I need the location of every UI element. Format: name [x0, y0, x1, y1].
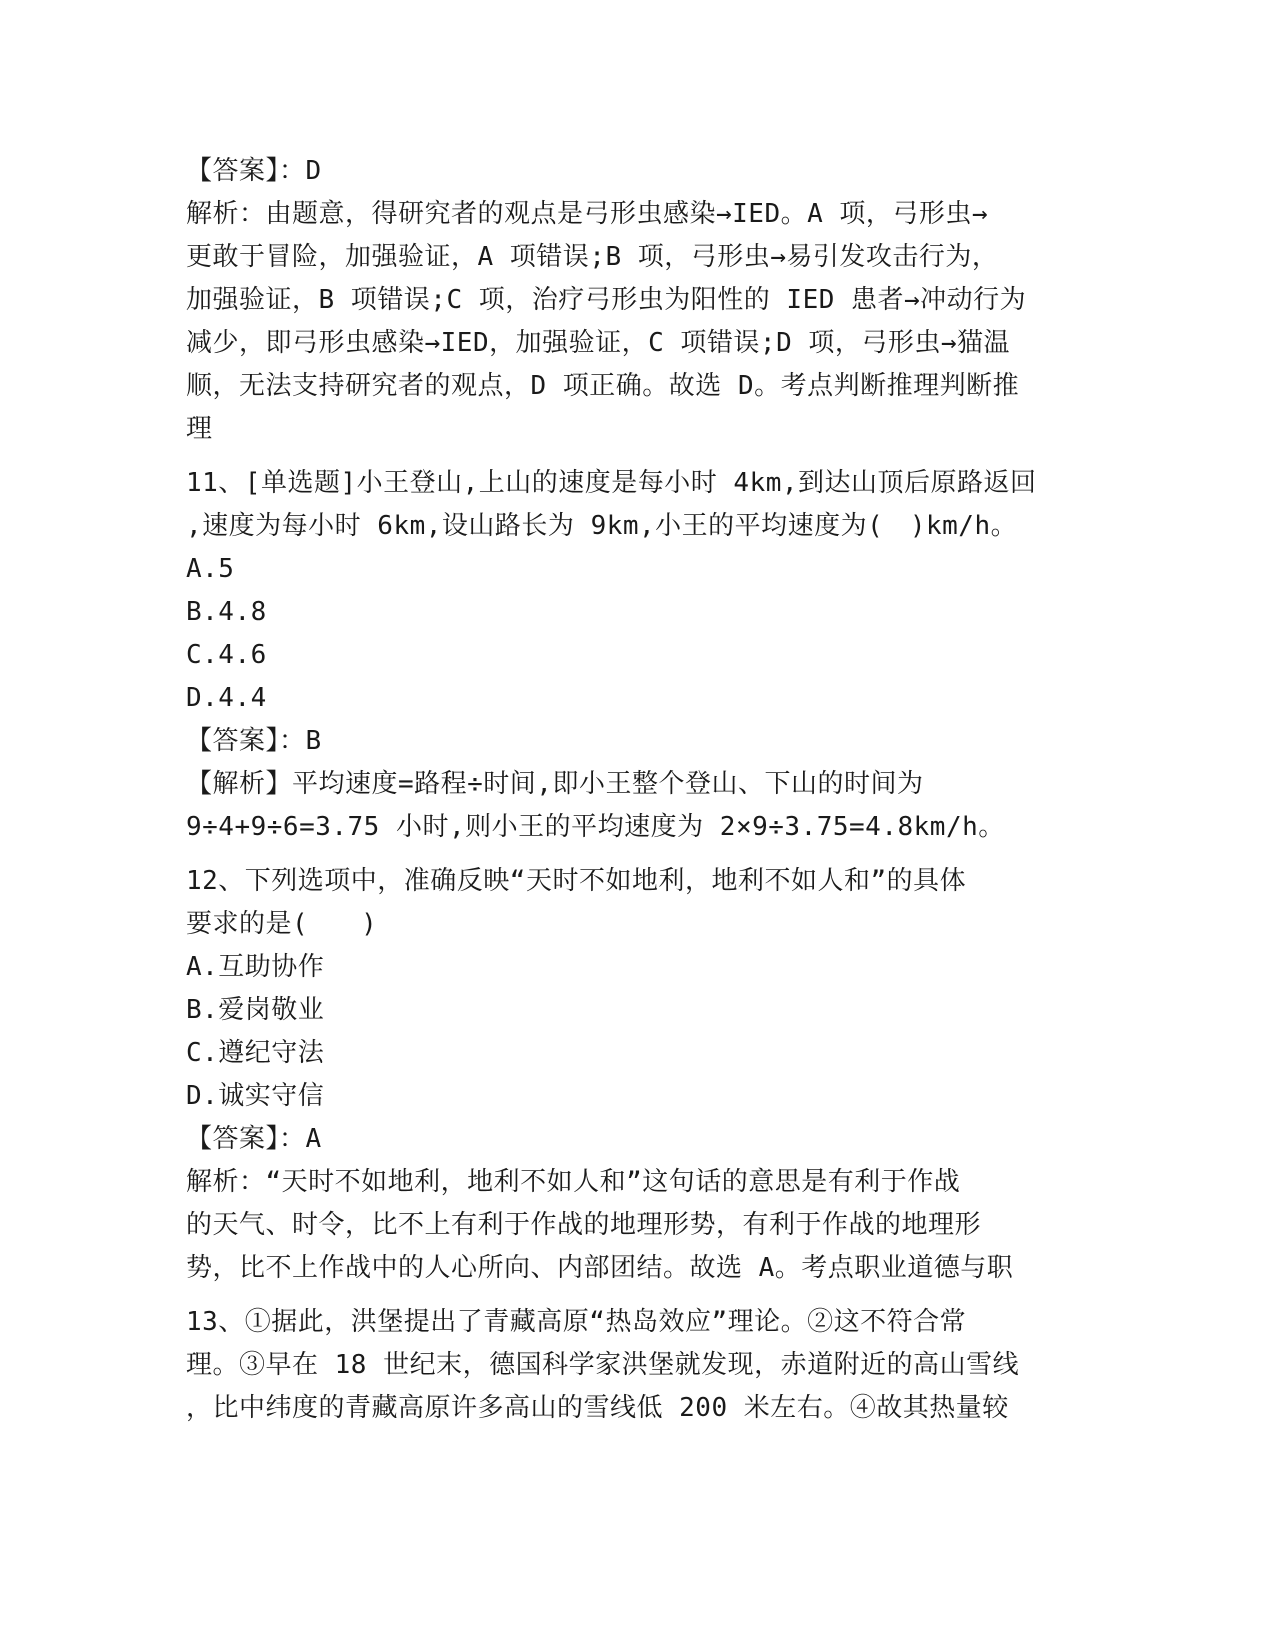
explanation-line: 解析：由题意，得研究者的观点是弓形虫感染→IED。A 项，弓形虫→ [186, 199, 989, 229]
question-stem: 要求的是( ) [186, 909, 378, 939]
explanation-line: 势，比不上作战中的人心所向、内部团结。故选 A。考点职业道德与职 [186, 1253, 1014, 1283]
question-11 [186, 462, 1086, 849]
explanation-line: 减少，即弓形虫感染→IED，加强验证，C 项错误;D 项，弓形虫→猫温 [186, 328, 1011, 358]
option-a: A.互助协作 [186, 952, 325, 982]
answer-block-q10 [186, 150, 1086, 451]
answer-label: 【答案】：B [186, 726, 322, 756]
option-d: D.4.4 [186, 683, 267, 713]
option-c: C.4.6 [186, 640, 267, 670]
question-stem: ,速度为每小时 6km,设山路长为 9km,小王的平均速度为( )km/h。 [186, 511, 1018, 541]
question-stem: 理。③早在 18 世纪末，德国科学家洪堡就发现，赤道附近的高山雪线 [186, 1350, 1020, 1380]
answer-label: 【答案】：D [186, 156, 322, 186]
option-b: B.爱岗敬业 [186, 995, 325, 1025]
explanation-line: 理 [186, 414, 213, 444]
question-stem: 12、下列选项中，准确反映“天时不如地利，地利不如人和”的具体 [186, 866, 967, 896]
document-body [186, 150, 1086, 1430]
option-d: D.诚实守信 [186, 1081, 325, 1111]
option-a: A.5 [186, 554, 235, 584]
explanation-line: 9÷4+9÷6=3.75 小时,则小王的平均速度为 2×9÷3.75=4.8km/h。 [186, 812, 1005, 842]
explanation-line: 解析：“天时不如地利，地利不如人和”这句话的意思是有利于作战 [186, 1167, 961, 1197]
explanation-line: 加强验证，B 项错误;C 项，治疗弓形虫为阳性的 IED 患者→冲动行为 [186, 285, 1027, 315]
question-stem: ，比中纬度的青藏高原许多高山的雪线低 200 米左右。④故其热量较 [186, 1393, 1009, 1423]
explanation-line: 【解析】平均速度=路程÷时间,即小王整个登山、下山的时间为 [186, 769, 924, 799]
option-c: C.遵纪守法 [186, 1038, 325, 1068]
explanation-line: 更敢于冒险，加强验证，A 项错误;B 项，弓形虫→易引发攻击行为， [186, 242, 999, 272]
answer-label: 【答案】：A [186, 1124, 322, 1154]
explanation-line: 顺，无法支持研究者的观点，D 项正确。故选 D。考点判断推理判断推 [186, 371, 1020, 401]
question-stem: 11、[单选题]小王登山,上山的速度是每小时 4km,到达山顶后原路返回 [186, 468, 1037, 498]
option-b: B.4.8 [186, 597, 267, 627]
question-12 [186, 860, 1086, 1290]
question-stem: 13、①据此，洪堡提出了青藏高原“热岛效应”理论。②这不符合常 [186, 1307, 967, 1337]
question-13 [186, 1301, 1086, 1430]
explanation-line: 的天气、时令，比不上有利于作战的地理形势，有利于作战的地理形 [186, 1210, 982, 1240]
